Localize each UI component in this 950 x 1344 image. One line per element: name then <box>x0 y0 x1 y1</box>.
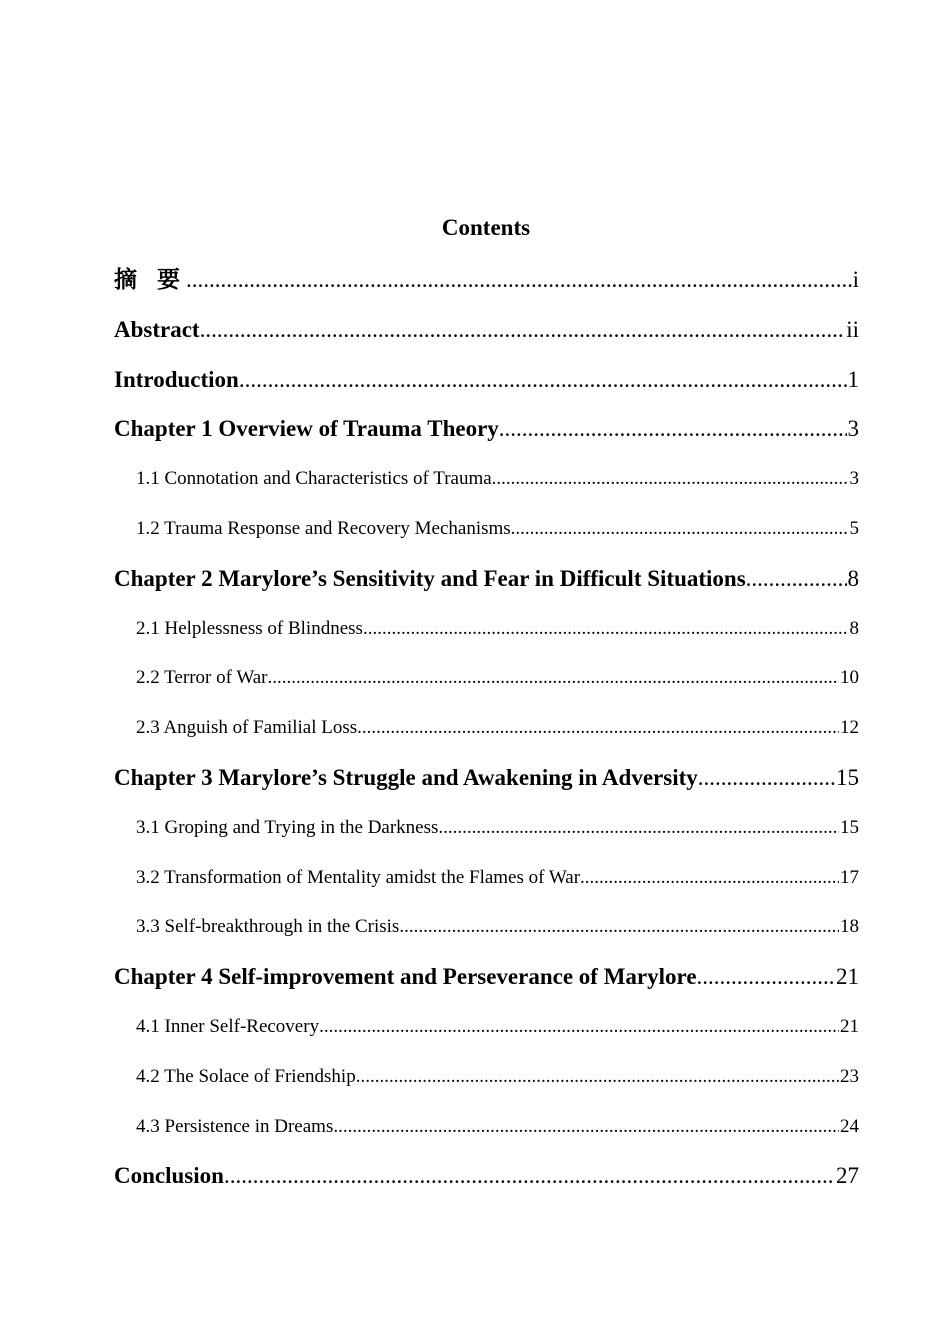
toc-entry-section-1-2[interactable] <box>114 513 859 563</box>
toc-entry-label: 1.1 Connotation and Characteristics of Trauma <box>136 468 492 490</box>
toc-dot-leader <box>580 862 839 894</box>
toc-entry-section-2-2[interactable] <box>114 662 859 712</box>
toc-dot-leader <box>200 314 846 346</box>
toc-entry-label: 2.2 Terror of War <box>136 667 268 689</box>
toc-entry-section-3-3[interactable] <box>114 911 859 961</box>
toc-entry-section-4-2[interactable] <box>114 1061 859 1111</box>
toc-entry-section-4-3[interactable] <box>114 1111 859 1161</box>
toc-dot-leader <box>438 812 839 844</box>
toc-page-number: 8 <box>849 617 859 639</box>
toc-dot-leader <box>224 1160 835 1192</box>
toc-dot-leader <box>492 463 849 495</box>
toc-entry-label: Introduction <box>114 366 239 392</box>
toc-entry-chapter-2[interactable] <box>114 563 859 613</box>
toc-page-number: 15 <box>840 816 859 838</box>
toc-entry-label: 1.2 Trauma Response and Recovery Mechanisms <box>136 517 511 539</box>
toc-dot-leader <box>746 563 847 595</box>
toc-entry-label: 2.1 Helplessness of Blindness <box>136 617 363 639</box>
toc-page-number: 23 <box>840 1065 859 1087</box>
toc-entry-conclusion[interactable] <box>114 1160 859 1210</box>
toc-page-number: 21 <box>836 964 859 990</box>
toc-dot-leader <box>239 364 847 396</box>
toc-entry-chapter-4[interactable] <box>114 961 859 1011</box>
toc-dot-leader <box>319 1011 839 1043</box>
toc-entry-section-2-1[interactable] <box>114 613 859 663</box>
toc-page-number: 21 <box>840 1015 859 1037</box>
toc-dot-leader <box>399 911 839 943</box>
toc-dot-leader <box>363 613 849 645</box>
toc-entry-label: Chapter 1 Overview of Trauma Theory <box>114 416 499 442</box>
toc-dot-leader <box>499 413 847 445</box>
toc-entry-label: 摘 要 <box>114 267 187 293</box>
toc-dot-leader <box>186 264 852 296</box>
toc-entry-label: 4.2 The Solace of Friendship <box>136 1065 356 1087</box>
toc-dot-leader <box>268 662 839 694</box>
toc-page-number: 15 <box>836 764 859 790</box>
toc-entry-section-1-1[interactable] <box>114 463 859 513</box>
toc-dot-leader <box>356 1061 839 1093</box>
toc-page-number: ii <box>846 316 859 342</box>
toc-entry-chapter-3[interactable] <box>114 762 859 812</box>
toc-entry-abstract-chinese[interactable] <box>114 264 859 314</box>
toc-entry-label: 3.1 Groping and Trying in the Darkness <box>136 816 439 838</box>
toc-page-number: 3 <box>849 468 859 490</box>
toc-entry-label: 3.2 Transformation of Mentality amidst the Flames of War <box>136 866 581 888</box>
toc-title: Contents <box>441 215 531 240</box>
toc-page-number: 10 <box>840 667 859 689</box>
toc-entry-abstract[interactable] <box>114 314 859 364</box>
toc-entry-label: Conclusion <box>114 1163 224 1189</box>
toc-entry-label: 4.1 Inner Self-Recovery <box>136 1015 320 1037</box>
toc-dot-leader <box>697 961 835 993</box>
toc-page-number: 3 <box>847 416 859 442</box>
toc-dot-leader <box>511 513 849 545</box>
toc-entry-section-3-1[interactable] <box>114 812 859 862</box>
toc-entry-section-3-2[interactable] <box>114 862 859 912</box>
toc-entry-introduction[interactable] <box>114 364 859 414</box>
toc-entry-chapter-1[interactable] <box>114 413 859 463</box>
toc-entry-section-4-1[interactable] <box>114 1011 859 1061</box>
toc-page-number: 24 <box>840 1115 859 1137</box>
toc-page-number: 18 <box>840 916 859 938</box>
toc-dot-leader <box>698 762 835 794</box>
toc-dot-leader <box>357 712 839 744</box>
toc-entry-label: Chapter 4 Self-improvement and Perseverance of Marylore <box>114 964 697 990</box>
toc-page-number: i <box>852 267 859 292</box>
toc-page-number: 17 <box>840 866 859 888</box>
toc-entry-label: Chapter 3 Marylore’s Struggle and Awakening in Adversity <box>114 764 698 790</box>
toc-entry-label: 2.3 Anguish of Familial Loss <box>136 717 358 739</box>
toc-page-number: 12 <box>840 717 859 739</box>
toc-entry-label: Chapter 2 Marylore’s Sensitivity and Fear in Difficult Situations <box>114 565 746 591</box>
toc-list <box>114 264 859 1210</box>
toc-entry-label: Abstract <box>114 316 200 342</box>
toc-page-number: 27 <box>836 1163 859 1189</box>
toc-page-number: 8 <box>847 565 859 591</box>
toc-entry-label: 4.3 Persistence in Dreams <box>136 1115 334 1137</box>
toc-page-number: 5 <box>849 517 859 539</box>
toc-dot-leader <box>333 1111 839 1143</box>
toc-entry-label: 3.3 Self-breakthrough in the Crisis <box>136 916 400 938</box>
toc-page-number: 1 <box>847 366 859 392</box>
toc-entry-section-2-3[interactable] <box>114 712 859 762</box>
